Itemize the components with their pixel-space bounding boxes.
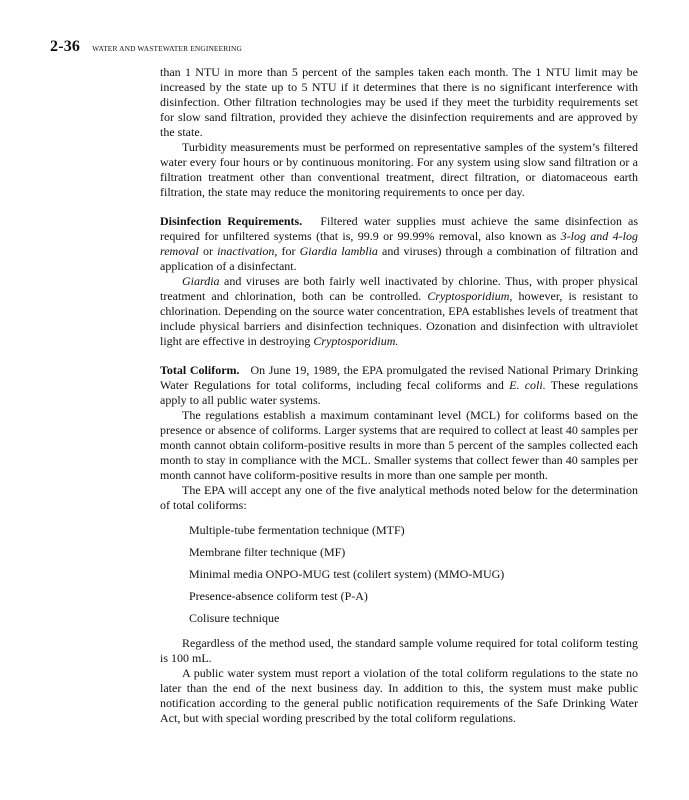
page-number: 2-36 xyxy=(50,38,81,55)
list-item: Colisure technique xyxy=(189,611,280,625)
text-run: and viruses) through a combination of filtration and application of a disinfectant. xyxy=(160,244,638,273)
paragraph-analytical-methods-intro: The EPA will accept any one of the five analytical methods noted below for the determination of total coliforms: xyxy=(160,483,638,512)
italic-term: 3-log and 4-log removal xyxy=(160,229,638,258)
running-title: WATER AND WASTEWATER ENGINEERING xyxy=(92,44,242,53)
list-item: Membrane filter technique (MF) xyxy=(189,545,346,559)
paragraph-sample-volume: Regardless of the method used, the standard sample volume required for total coliform testing is 100 mL. xyxy=(160,636,638,665)
italic-term: Giardia xyxy=(182,274,220,288)
list-item: Multiple-tube fermentation technique (MTF) xyxy=(189,523,405,537)
italic-term: inactivation xyxy=(217,244,275,258)
paragraph-turbidity-measurements: Turbidity measurements must be performed on representative samples of the system’s filtered water every four hours or by continuous monitoring. For any system using slow sand filtration or a filtration treatment other than conventional treatment, direct filtration, or diatomaceous earth filtration, the state may reduce the monitoring requirements to once per day. xyxy=(160,140,638,199)
section-heading-disinfection: Disinfection Requirements. xyxy=(160,214,303,228)
italic-term: E. coli. xyxy=(509,378,546,392)
paragraph-total-coliform xyxy=(160,363,638,408)
text-run: These regulations apply to all public water systems. xyxy=(160,378,638,407)
text-run: , for xyxy=(274,244,300,258)
paragraph-giardia-viruses xyxy=(160,274,638,349)
text-run: however, is resistant to chlorination. Depending on the source water concentration, EPA establishes levels of treatment that include physical barriers and disinfection techniques. Ozonation and disinfection with ultraviolet light are effective in destroying xyxy=(160,289,638,348)
paragraph-violation-reporting: A public water system must report a violation of the total coliform regulations to the state no later than the end of the next business day. In addition to this, the system must make public notification according to the general public notification requirements of the Safe Drinking Water Act, but with special wording prescribed by the total coliform regulations. xyxy=(160,666,638,725)
text-run: or xyxy=(198,244,218,258)
italic-term: Cryptosporidium, xyxy=(427,289,513,303)
text-run: and viruses are both fairly well inactivated by chlorine. Thus, with proper physical treatment and chlorination, both can be controlled. xyxy=(160,274,638,303)
italic-term: Cryptosporidium. xyxy=(313,334,399,348)
paragraph-mcl-regulations: The regulations establish a maximum contaminant level (MCL) for coliforms based on the presence or absence of coliforms. Larger systems that are required to collect at least 40 samples per month cannot obtain coliform-positive results in more than 5 percent of the samples collected each month to stay in compliance with the MCL. Smaller systems that collect fewer than 40 samples per month cannot have coliform-positive results in more than one sample per month. xyxy=(160,408,638,482)
page-body xyxy=(160,65,638,726)
italic-term: Giardia lamblia xyxy=(299,244,378,258)
analytical-methods-list xyxy=(189,523,638,626)
text-run: Filtered water supplies must achieve the same disinfection as required for unfiltered systems (that is, 99.9 or 99.99% removal, also known as xyxy=(160,214,639,243)
running-head xyxy=(50,38,242,56)
paragraph-disinfection-requirements xyxy=(160,214,638,274)
list-item: Presence-absence coliform test (P-A) xyxy=(189,589,368,603)
section-heading-total-coliform: Total Coliform. xyxy=(160,363,240,377)
paragraph-filtration-continued: than 1 NTU in more than 5 percent of the samples taken each month. The 1 NTU limit may be increased by the state up to 5 NTU if it determines that there is no significant interference with disinfection. Other filtration technologies may be used if they meet the turbidity requirements set for slow sand filtration, provided they achieve the disinfection requirements and are approved by the state. xyxy=(160,65,638,139)
list-item: Minimal media ONPO-MUG test (colilert system) (MMO-MUG) xyxy=(189,567,505,581)
text-run: On June 19, 1989, the EPA promulgated the revised National Primary Drinking Water Regulations for total coliforms, including fecal coliforms and xyxy=(160,363,638,392)
